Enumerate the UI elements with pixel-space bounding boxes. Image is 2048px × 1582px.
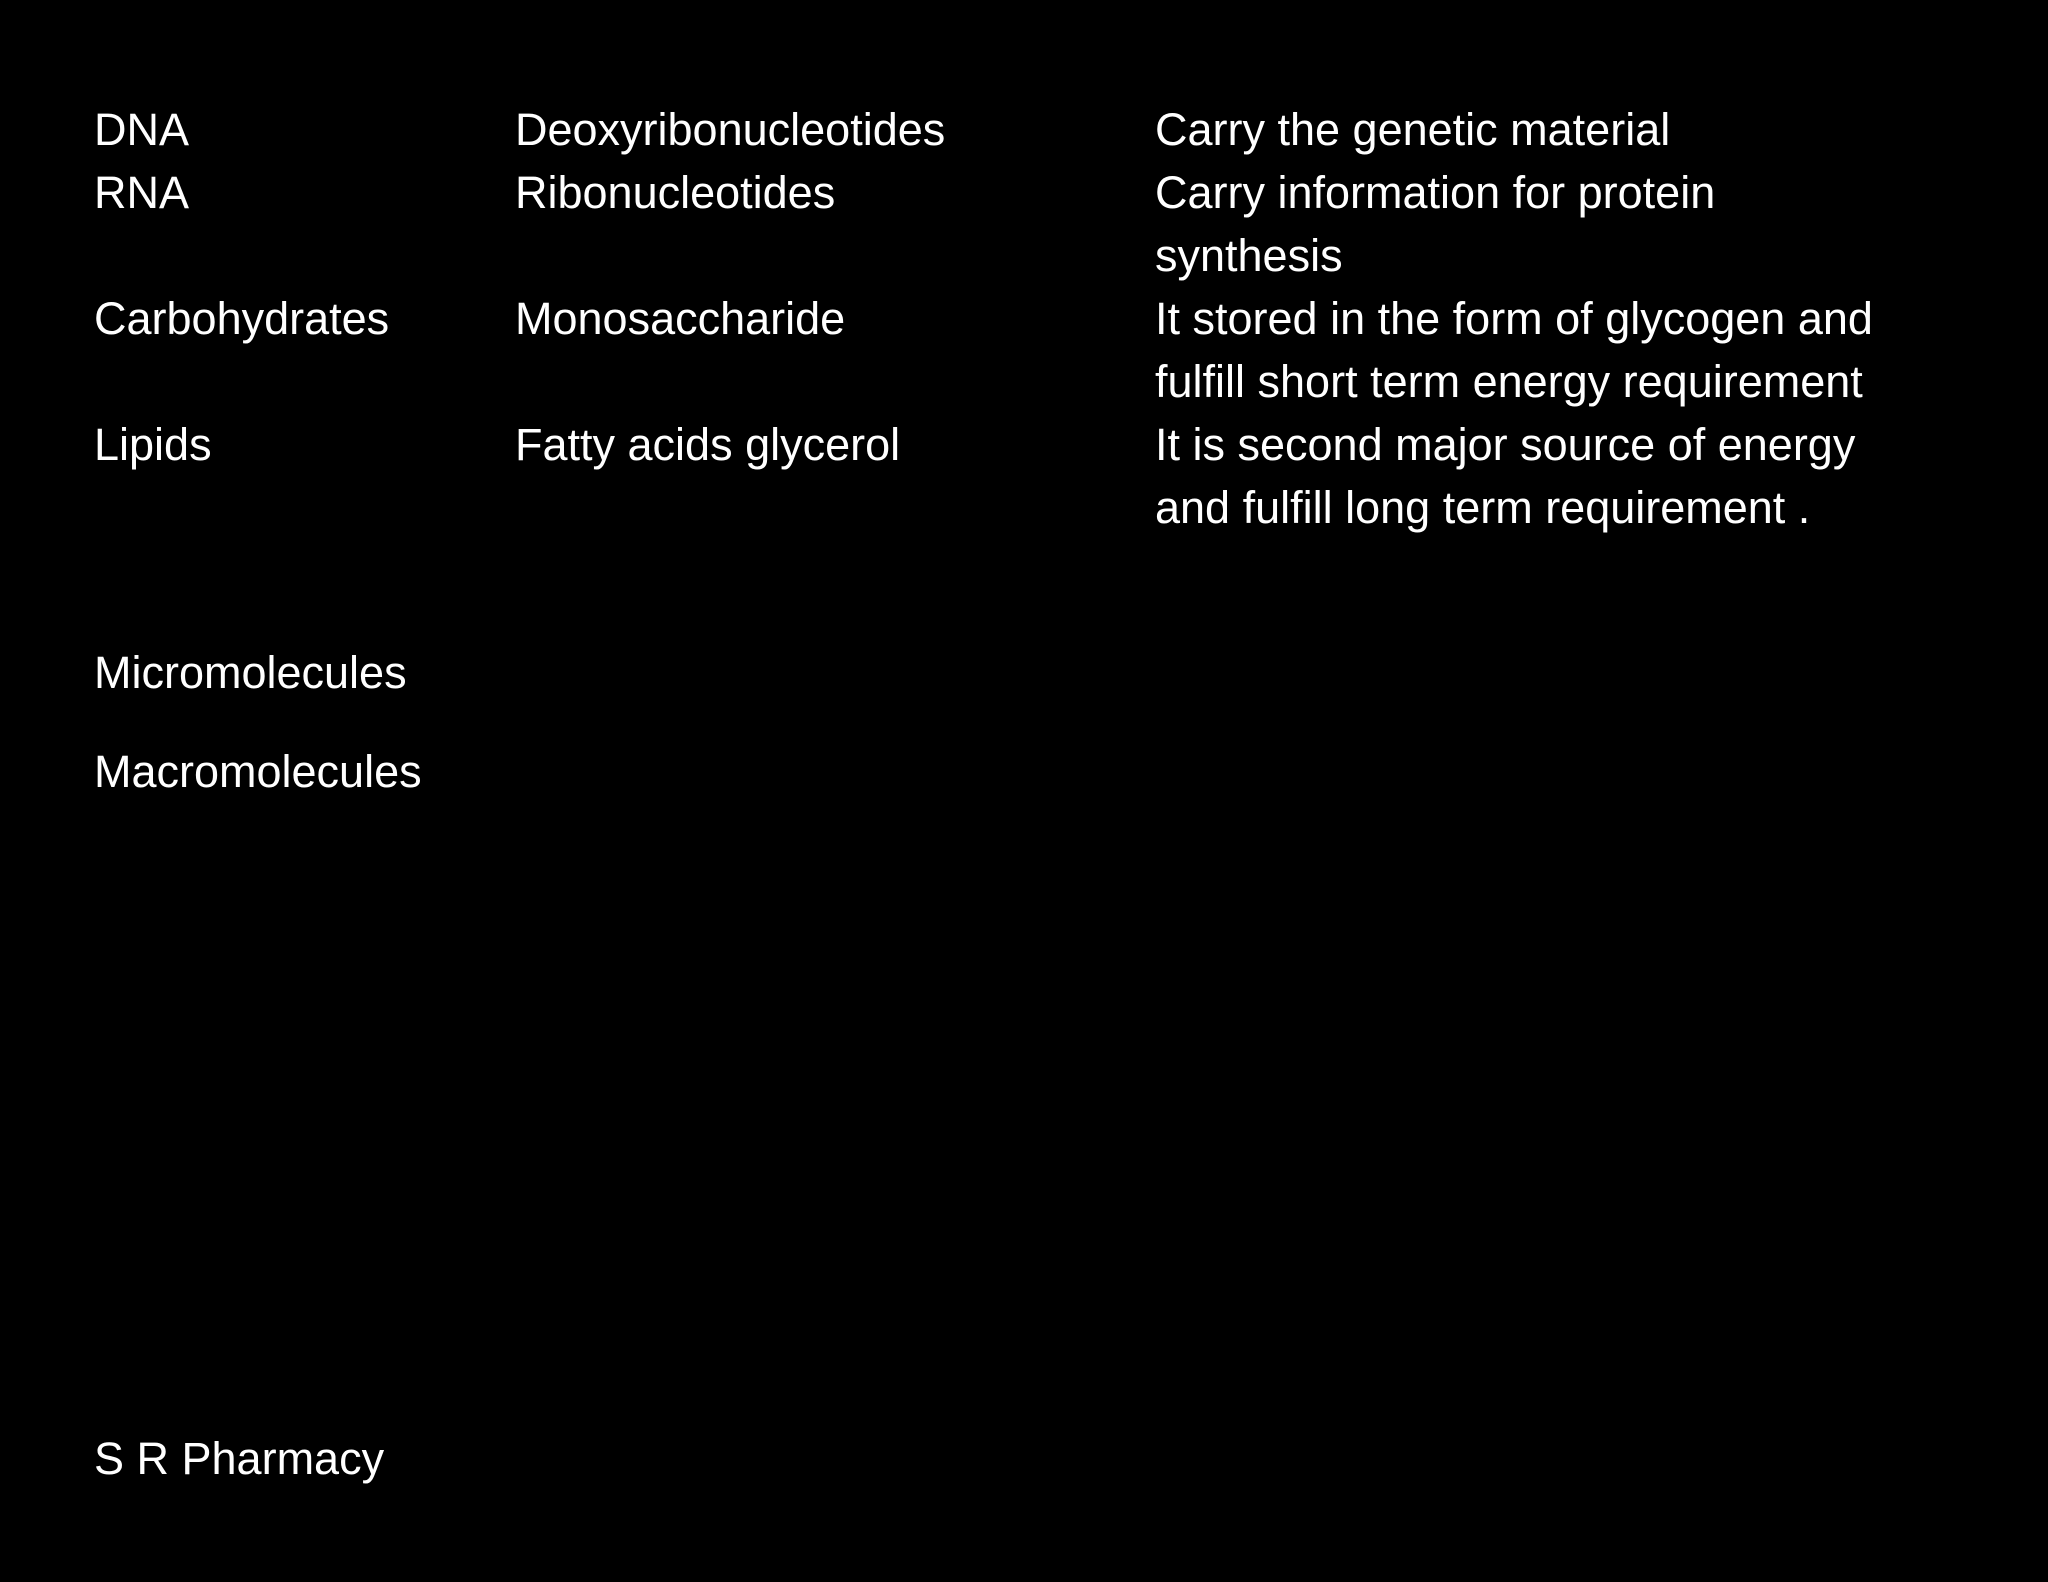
row-function-rna: Carry information for protein synthesis: [1155, 167, 1716, 281]
table-row: [94, 161, 1974, 287]
footer-brand: S R Pharmacy: [94, 1433, 385, 1484]
row-name-lipids: Lipids: [94, 419, 212, 470]
row-name-dna: DNA: [94, 104, 190, 155]
row-function-lipids: It is second major source of energy and fulfill long term requirement .: [1155, 419, 1856, 533]
row-monomer-rna: Ribonucleotides: [515, 167, 836, 218]
row-name-rna: RNA: [94, 167, 190, 218]
macromolecules-label: Macromolecules: [94, 746, 422, 797]
table-row: [94, 98, 1974, 161]
row-function-carbohydrates: It stored in the form of glycogen and fulfill short term energy requirement: [1155, 293, 1873, 407]
row-monomer-dna: Deoxyribonucleotides: [515, 104, 946, 155]
row-monomer-lipids: Fatty acids glycerol: [515, 419, 901, 470]
table-row: [94, 287, 1974, 413]
row-function-dna: Carry the genetic material: [1155, 104, 1671, 155]
biomolecule-table: [94, 98, 1974, 539]
table-row: [94, 413, 1974, 539]
micromolecules-label: Micromolecules: [94, 647, 407, 698]
row-monomer-carbohydrates: Monosaccharide: [515, 293, 846, 344]
row-name-carbohydrates: Carbohydrates: [94, 293, 390, 344]
